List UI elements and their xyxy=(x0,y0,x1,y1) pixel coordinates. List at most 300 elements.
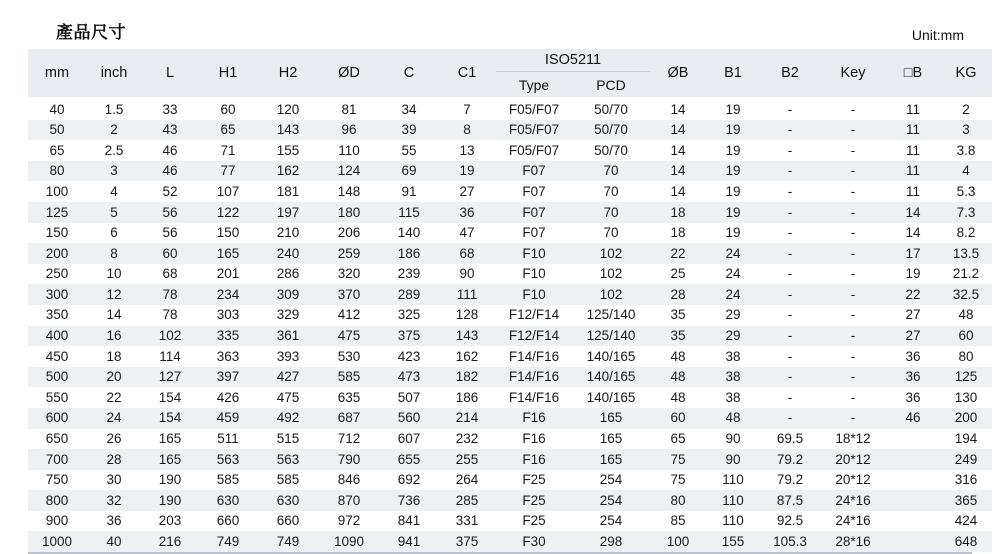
table-row xyxy=(28,490,992,511)
cell-pcd: 102 xyxy=(572,284,650,305)
cell-h1: 749 xyxy=(198,531,258,552)
cell-inch: 26 xyxy=(86,429,142,450)
cell-l: 190 xyxy=(142,490,198,511)
cell-pcd: 140/165 xyxy=(572,346,650,367)
cell-kg: 3 xyxy=(940,120,992,141)
col-header-mm: mm xyxy=(28,49,86,97)
cell-mm: 125 xyxy=(28,202,86,223)
cell-c: 289 xyxy=(380,284,438,305)
cell-od: 530 xyxy=(318,346,380,367)
cell-ob: 35 xyxy=(650,326,706,347)
cell-type: F30 xyxy=(496,531,572,552)
cell-c1: 255 xyxy=(438,449,496,470)
cell-sqb: 27 xyxy=(886,305,940,326)
cell-type: F05/F07 xyxy=(496,97,572,120)
table-row xyxy=(28,223,992,244)
cell-kg: 249 xyxy=(940,449,992,470)
cell-h2: 329 xyxy=(258,305,318,326)
cell-key: 18*12 xyxy=(820,429,886,450)
cell-key: - xyxy=(820,408,886,429)
cell-h2: 749 xyxy=(258,531,318,552)
cell-b1: 19 xyxy=(706,181,760,202)
cell-h2: 361 xyxy=(258,326,318,347)
cell-sqb: 36 xyxy=(886,346,940,367)
cell-kg: 21.2 xyxy=(940,264,992,285)
cell-c1: 90 xyxy=(438,264,496,285)
cell-key: - xyxy=(820,161,886,182)
cell-l: 165 xyxy=(142,449,198,470)
cell-inch: 12 xyxy=(86,284,142,305)
table-row xyxy=(28,264,992,285)
cell-pcd: 125/140 xyxy=(572,305,650,326)
cell-l: 165 xyxy=(142,429,198,450)
cell-h2: 492 xyxy=(258,408,318,429)
table-row xyxy=(28,346,992,367)
cell-l: 46 xyxy=(142,140,198,161)
cell-mm: 65 xyxy=(28,140,86,161)
cell-b2: - xyxy=(760,367,820,388)
cell-c: 736 xyxy=(380,490,438,511)
cell-h1: 234 xyxy=(198,284,258,305)
cell-sqb: 19 xyxy=(886,264,940,285)
cell-ob: 14 xyxy=(650,140,706,161)
cell-type: F05/F07 xyxy=(496,120,572,141)
cell-c: 325 xyxy=(380,305,438,326)
cell-l: 114 xyxy=(142,346,198,367)
col-header-iso-pcd: PCD xyxy=(572,72,650,98)
cell-inch: 20 xyxy=(86,367,142,388)
cell-c1: 128 xyxy=(438,305,496,326)
cell-h1: 660 xyxy=(198,511,258,532)
cell-kg: 4 xyxy=(940,161,992,182)
cell-pcd: 102 xyxy=(572,264,650,285)
cell-h2: 181 xyxy=(258,181,318,202)
cell-c1: 285 xyxy=(438,490,496,511)
cell-kg: 316 xyxy=(940,470,992,491)
cell-od: 110 xyxy=(318,140,380,161)
cell-h1: 65 xyxy=(198,120,258,141)
table-row xyxy=(28,181,992,202)
cell-key: - xyxy=(820,367,886,388)
cell-ob: 75 xyxy=(650,470,706,491)
cell-inch: 30 xyxy=(86,470,142,491)
col-header-ob: ØB xyxy=(650,49,706,97)
cell-od: 124 xyxy=(318,161,380,182)
cell-sqb: 11 xyxy=(886,97,940,120)
cell-c: 941 xyxy=(380,531,438,552)
cell-h2: 155 xyxy=(258,140,318,161)
cell-od: 635 xyxy=(318,387,380,408)
cell-pcd: 140/165 xyxy=(572,367,650,388)
cell-kg: 365 xyxy=(940,490,992,511)
cell-type: F12/F14 xyxy=(496,326,572,347)
cell-mm: 250 xyxy=(28,264,86,285)
cell-b1: 19 xyxy=(706,97,760,120)
cell-type: F07 xyxy=(496,161,572,182)
cell-ob: 60 xyxy=(650,408,706,429)
cell-b1: 24 xyxy=(706,264,760,285)
cell-b2: - xyxy=(760,408,820,429)
cell-l: 216 xyxy=(142,531,198,552)
cell-ob: 75 xyxy=(650,449,706,470)
cell-c: 473 xyxy=(380,367,438,388)
cell-c: 115 xyxy=(380,202,438,223)
cell-h1: 107 xyxy=(198,181,258,202)
cell-od: 585 xyxy=(318,367,380,388)
cell-type: F14/F16 xyxy=(496,367,572,388)
cell-sqb: 22 xyxy=(886,284,940,305)
cell-mm: 550 xyxy=(28,387,86,408)
cell-pcd: 70 xyxy=(572,202,650,223)
cell-b2: 105.3 xyxy=(760,531,820,552)
col-header-l: L xyxy=(142,49,198,97)
cell-l: 78 xyxy=(142,305,198,326)
cell-mm: 500 xyxy=(28,367,86,388)
cell-h1: 165 xyxy=(198,243,258,264)
cell-b1: 48 xyxy=(706,408,760,429)
cell-c: 34 xyxy=(380,97,438,120)
product-dimensions-table xyxy=(28,49,992,552)
cell-type: F07 xyxy=(496,202,572,223)
cell-c1: 13 xyxy=(438,140,496,161)
cell-od: 412 xyxy=(318,305,380,326)
cell-h1: 150 xyxy=(198,223,258,244)
cell-b1: 90 xyxy=(706,429,760,450)
table-row xyxy=(28,511,992,532)
cell-l: 78 xyxy=(142,284,198,305)
cell-c: 655 xyxy=(380,449,438,470)
table-row xyxy=(28,387,992,408)
cell-od: 870 xyxy=(318,490,380,511)
col-header-iso5211-group: ISO5211 xyxy=(496,49,650,72)
cell-key: - xyxy=(820,120,886,141)
cell-key: - xyxy=(820,97,886,120)
cell-inch: 4 xyxy=(86,181,142,202)
cell-sqb: 14 xyxy=(886,202,940,223)
cell-mm: 400 xyxy=(28,326,86,347)
cell-c: 607 xyxy=(380,429,438,450)
cell-od: 1090 xyxy=(318,531,380,552)
cell-inch: 28 xyxy=(86,449,142,470)
cell-mm: 600 xyxy=(28,408,86,429)
cell-inch: 1.5 xyxy=(86,97,142,120)
cell-od: 846 xyxy=(318,470,380,491)
cell-l: 60 xyxy=(142,243,198,264)
table-row xyxy=(28,161,992,182)
cell-ob: 28 xyxy=(650,284,706,305)
cell-l: 43 xyxy=(142,120,198,141)
cell-c: 55 xyxy=(380,140,438,161)
cell-c: 375 xyxy=(380,326,438,347)
cell-l: 190 xyxy=(142,470,198,491)
cell-key: - xyxy=(820,243,886,264)
cell-mm: 750 xyxy=(28,470,86,491)
cell-c1: 331 xyxy=(438,511,496,532)
cell-b2: - xyxy=(760,120,820,141)
cell-mm: 900 xyxy=(28,511,86,532)
cell-sqb: 14 xyxy=(886,223,940,244)
cell-od: 712 xyxy=(318,429,380,450)
cell-key: 24*16 xyxy=(820,490,886,511)
cell-l: 102 xyxy=(142,326,198,347)
col-header-inch: inch xyxy=(86,49,142,97)
cell-kg: 194 xyxy=(940,429,992,450)
cell-b2: - xyxy=(760,326,820,347)
cell-l: 203 xyxy=(142,511,198,532)
cell-mm: 150 xyxy=(28,223,86,244)
cell-mm: 350 xyxy=(28,305,86,326)
cell-sqb: 27 xyxy=(886,326,940,347)
cell-h2: 120 xyxy=(258,97,318,120)
cell-type: F10 xyxy=(496,243,572,264)
cell-mm: 800 xyxy=(28,490,86,511)
cell-b2: 87.5 xyxy=(760,490,820,511)
cell-b2: - xyxy=(760,181,820,202)
table-row xyxy=(28,326,992,347)
cell-ob: 35 xyxy=(650,305,706,326)
cell-c1: 36 xyxy=(438,202,496,223)
cell-od: 687 xyxy=(318,408,380,429)
cell-key: - xyxy=(820,305,886,326)
cell-h2: 286 xyxy=(258,264,318,285)
cell-pcd: 50/70 xyxy=(572,140,650,161)
cell-c1: 143 xyxy=(438,326,496,347)
cell-kg: 48 xyxy=(940,305,992,326)
cell-mm: 700 xyxy=(28,449,86,470)
cell-key: - xyxy=(820,284,886,305)
cell-h1: 60 xyxy=(198,97,258,120)
cell-mm: 50 xyxy=(28,120,86,141)
cell-sqb: 36 xyxy=(886,387,940,408)
cell-ob: 80 xyxy=(650,490,706,511)
cell-b2: - xyxy=(760,305,820,326)
table-row xyxy=(28,408,992,429)
cell-sqb xyxy=(886,490,940,511)
cell-b1: 38 xyxy=(706,387,760,408)
cell-b2: - xyxy=(760,243,820,264)
cell-key: - xyxy=(820,140,886,161)
cell-l: 56 xyxy=(142,223,198,244)
cell-sqb xyxy=(886,449,940,470)
cell-key: - xyxy=(820,181,886,202)
cell-b2: 69.5 xyxy=(760,429,820,450)
cell-b1: 19 xyxy=(706,140,760,161)
col-header-c: C xyxy=(380,49,438,97)
cell-b2: 79.2 xyxy=(760,470,820,491)
table-row xyxy=(28,97,992,120)
cell-type: F07 xyxy=(496,223,572,244)
cell-c1: 186 xyxy=(438,387,496,408)
cell-sqb: 11 xyxy=(886,120,940,141)
cell-ob: 14 xyxy=(650,97,706,120)
cell-b1: 155 xyxy=(706,531,760,552)
cell-kg: 648 xyxy=(940,531,992,552)
cell-kg: 125 xyxy=(940,367,992,388)
cell-od: 370 xyxy=(318,284,380,305)
cell-c1: 47 xyxy=(438,223,496,244)
cell-l: 154 xyxy=(142,408,198,429)
cell-c1: 7 xyxy=(438,97,496,120)
cell-ob: 25 xyxy=(650,264,706,285)
cell-c: 39 xyxy=(380,120,438,141)
cell-od: 320 xyxy=(318,264,380,285)
table-row xyxy=(28,140,992,161)
cell-inch: 16 xyxy=(86,326,142,347)
cell-inch: 6 xyxy=(86,223,142,244)
cell-kg: 80 xyxy=(940,346,992,367)
cell-kg: 32.5 xyxy=(940,284,992,305)
cell-h2: 475 xyxy=(258,387,318,408)
cell-ob: 65 xyxy=(650,429,706,450)
cell-ob: 14 xyxy=(650,120,706,141)
cell-c1: 68 xyxy=(438,243,496,264)
cell-key: 28*16 xyxy=(820,531,886,552)
cell-h1: 585 xyxy=(198,470,258,491)
cell-h1: 397 xyxy=(198,367,258,388)
cell-od: 81 xyxy=(318,97,380,120)
cell-c1: 162 xyxy=(438,346,496,367)
cell-pcd: 70 xyxy=(572,181,650,202)
table-row xyxy=(28,367,992,388)
cell-sqb: 11 xyxy=(886,181,940,202)
cell-ob: 48 xyxy=(650,387,706,408)
cell-inch: 10 xyxy=(86,264,142,285)
table-row xyxy=(28,243,992,264)
cell-kg: 60 xyxy=(940,326,992,347)
cell-h2: 309 xyxy=(258,284,318,305)
cell-c: 560 xyxy=(380,408,438,429)
cell-mm: 40 xyxy=(28,97,86,120)
cell-kg: 130 xyxy=(940,387,992,408)
cell-type: F25 xyxy=(496,511,572,532)
page-header xyxy=(28,18,972,49)
cell-c1: 19 xyxy=(438,161,496,182)
cell-pcd: 254 xyxy=(572,511,650,532)
cell-inch: 22 xyxy=(86,387,142,408)
cell-ob: 85 xyxy=(650,511,706,532)
cell-sqb xyxy=(886,511,940,532)
cell-pcd: 254 xyxy=(572,470,650,491)
cell-pcd: 70 xyxy=(572,223,650,244)
cell-inch: 36 xyxy=(86,511,142,532)
cell-mm: 100 xyxy=(28,181,86,202)
cell-type: F25 xyxy=(496,490,572,511)
cell-l: 33 xyxy=(142,97,198,120)
cell-b2: - xyxy=(760,387,820,408)
cell-h1: 201 xyxy=(198,264,258,285)
cell-h1: 511 xyxy=(198,429,258,450)
cell-b1: 29 xyxy=(706,305,760,326)
cell-mm: 450 xyxy=(28,346,86,367)
cell-b2: - xyxy=(760,202,820,223)
cell-b1: 110 xyxy=(706,490,760,511)
cell-ob: 18 xyxy=(650,202,706,223)
table-row xyxy=(28,305,992,326)
cell-pcd: 140/165 xyxy=(572,387,650,408)
cell-h2: 393 xyxy=(258,346,318,367)
cell-l: 56 xyxy=(142,202,198,223)
cell-inch: 18 xyxy=(86,346,142,367)
cell-ob: 22 xyxy=(650,243,706,264)
cell-b1: 38 xyxy=(706,367,760,388)
cell-pcd: 165 xyxy=(572,449,650,470)
cell-l: 46 xyxy=(142,161,198,182)
cell-sqb: 11 xyxy=(886,140,940,161)
cell-h1: 630 xyxy=(198,490,258,511)
cell-inch: 5 xyxy=(86,202,142,223)
cell-c1: 264 xyxy=(438,470,496,491)
cell-h1: 122 xyxy=(198,202,258,223)
cell-l: 52 xyxy=(142,181,198,202)
cell-kg: 13.5 xyxy=(940,243,992,264)
cell-kg: 5.3 xyxy=(940,181,992,202)
cell-b2: - xyxy=(760,223,820,244)
cell-b2: - xyxy=(760,264,820,285)
cell-type: F10 xyxy=(496,264,572,285)
cell-c1: 375 xyxy=(438,531,496,552)
page-title: 產品尺寸 xyxy=(56,23,126,42)
cell-inch: 24 xyxy=(86,408,142,429)
cell-b2: - xyxy=(760,140,820,161)
cell-od: 148 xyxy=(318,181,380,202)
cell-c1: 182 xyxy=(438,367,496,388)
cell-c: 91 xyxy=(380,181,438,202)
cell-kg: 424 xyxy=(940,511,992,532)
cell-inch: 8 xyxy=(86,243,142,264)
cell-ob: 48 xyxy=(650,346,706,367)
cell-b1: 90 xyxy=(706,449,760,470)
cell-ob: 18 xyxy=(650,223,706,244)
cell-h1: 303 xyxy=(198,305,258,326)
cell-key: - xyxy=(820,387,886,408)
cell-type: F10 xyxy=(496,284,572,305)
cell-inch: 2 xyxy=(86,120,142,141)
cell-pcd: 50/70 xyxy=(572,97,650,120)
cell-type: F16 xyxy=(496,408,572,429)
cell-pcd: 298 xyxy=(572,531,650,552)
cell-sqb: 11 xyxy=(886,161,940,182)
col-header-h2: H2 xyxy=(258,49,318,97)
table-body xyxy=(28,97,992,552)
cell-l: 154 xyxy=(142,387,198,408)
cell-b2: 92.5 xyxy=(760,511,820,532)
col-header-b2: B2 xyxy=(760,49,820,97)
cell-pcd: 50/70 xyxy=(572,120,650,141)
cell-type: F16 xyxy=(496,429,572,450)
cell-inch: 14 xyxy=(86,305,142,326)
cell-c: 841 xyxy=(380,511,438,532)
table-row xyxy=(28,449,992,470)
cell-b1: 19 xyxy=(706,202,760,223)
cell-pcd: 165 xyxy=(572,429,650,450)
cell-inch: 3 xyxy=(86,161,142,182)
cell-h2: 515 xyxy=(258,429,318,450)
cell-b1: 24 xyxy=(706,243,760,264)
table-header-row xyxy=(28,49,992,72)
cell-key: 20*12 xyxy=(820,470,886,491)
cell-od: 259 xyxy=(318,243,380,264)
cell-sqb: 46 xyxy=(886,408,940,429)
cell-c: 239 xyxy=(380,264,438,285)
cell-sqb xyxy=(886,429,940,450)
cell-type: F25 xyxy=(496,470,572,491)
col-header-kg: KG xyxy=(940,49,992,97)
cell-type: F05/F07 xyxy=(496,140,572,161)
cell-h1: 563 xyxy=(198,449,258,470)
cell-key: - xyxy=(820,264,886,285)
table-row xyxy=(28,284,992,305)
cell-h2: 630 xyxy=(258,490,318,511)
